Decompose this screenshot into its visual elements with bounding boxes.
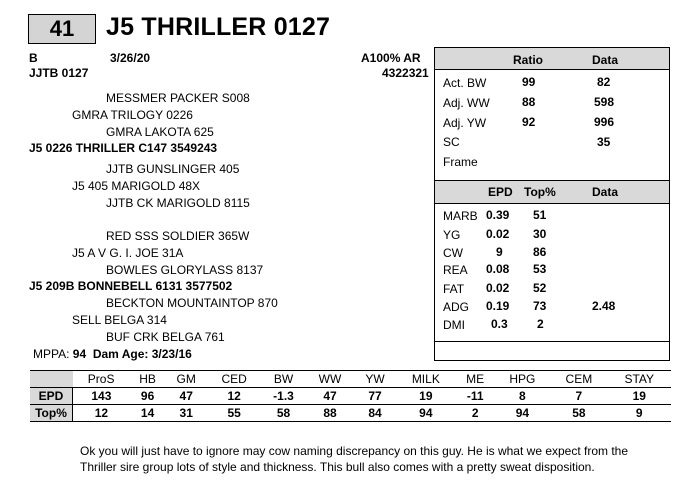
top-percent-value: 94 — [494, 405, 550, 422]
top-percent-value: 88 — [306, 405, 355, 422]
carcass-epd: 0.39 — [486, 208, 510, 222]
lot-number: 41 — [28, 14, 96, 44]
pedigree-sdd: JJTB CK MARIGOLD 8115 — [106, 196, 250, 210]
epd-value: 47 — [165, 388, 206, 405]
perf-ratio: 99 — [522, 75, 536, 89]
epd-column-header: YW — [354, 371, 395, 388]
pedigree-ddd: BUF CRK BELGA 761 — [106, 330, 225, 344]
dam-age-label: Dam Age: — [92, 347, 149, 361]
epd-value: 8 — [494, 388, 550, 405]
carcass-top: 2 — [537, 317, 544, 331]
epd-row — [30, 388, 671, 405]
carcass-label: MARB — [443, 209, 478, 223]
carcass-data: 2.48 — [592, 299, 616, 313]
top-percent-value: 55 — [207, 405, 261, 422]
top-percent-value: 2 — [456, 405, 495, 422]
carcass-top: 86 — [533, 245, 547, 259]
pedigree-sss: MESSMER PACKER S008 — [106, 91, 250, 105]
carcass-label: YG — [443, 228, 461, 242]
top-percent-value: 31 — [165, 405, 206, 422]
carcass-epd: 0.3 — [491, 317, 508, 331]
epd-table — [30, 370, 671, 422]
perf-data: 82 — [597, 75, 611, 89]
top-percent-value: 12 — [73, 405, 130, 422]
perf-data: 35 — [597, 135, 611, 149]
carcass-top: 30 — [533, 227, 547, 241]
carcass-epd: 0.08 — [486, 262, 510, 276]
pedigree-sd: J5 405 MARIGOLD 48X — [72, 179, 201, 193]
lot-comment: Ok you will just have to ignore may cow naming discrepancy on this guy. He is what we expect from the Thriller sire group lots of style and thickness. This bull also comes with a pretty sweat disposition. — [80, 444, 629, 474]
top-percent-value: 14 — [130, 405, 166, 422]
epd-value: 19 — [396, 388, 456, 405]
performance-box — [434, 47, 670, 361]
epd-value: 47 — [306, 388, 355, 405]
data-header: Data — [592, 53, 619, 67]
epd-value: 77 — [354, 388, 395, 405]
carcass-epd: 9 — [496, 245, 503, 259]
ratio-header: Ratio — [513, 53, 543, 67]
epd-column-header: BW — [261, 371, 305, 388]
carcass-label: DMI — [443, 318, 465, 332]
perf-ratio: 88 — [522, 95, 536, 109]
perf-label: Adj. YW — [443, 116, 487, 130]
pedigree-dam: J5 209B BONNEBELL 6131 3577502 — [29, 279, 233, 293]
divider — [434, 69, 670, 70]
epd-column-header: HB — [130, 371, 166, 388]
epd-column-header: HPG — [494, 371, 550, 388]
perf-data: 996 — [594, 115, 615, 129]
carcass-epd: 0.02 — [486, 227, 510, 241]
epd-value: 12 — [207, 388, 261, 405]
epd-value: 143 — [73, 388, 130, 405]
top-percent-value: 9 — [607, 405, 671, 422]
top-percent-value: 58 — [261, 405, 305, 422]
epd-value: 19 — [607, 388, 671, 405]
pedigree-dd: SELL BELGA 314 — [72, 313, 167, 327]
carcass-label: CW — [443, 246, 463, 260]
perf-label: SC — [443, 135, 460, 149]
top-percent-value: 84 — [354, 405, 395, 422]
carcass-top: 51 — [533, 208, 547, 222]
epd-column-header: CED — [207, 371, 261, 388]
carcass-label: ADG — [443, 300, 470, 314]
mppa-label: MPPA: — [33, 347, 70, 361]
epd-column-header: GM — [165, 371, 206, 388]
perf-ratio: 92 — [522, 115, 536, 129]
carcass-label: FAT — [443, 282, 465, 296]
top-percent-value: 94 — [396, 405, 456, 422]
tattoo: JJTB 0127 — [29, 66, 89, 80]
epd-column-header: ME — [456, 371, 495, 388]
pedigree-ssd: GMRA LAKOTA 625 — [106, 125, 214, 139]
pedigree-dss: RED SSS SOLDIER 365W — [106, 229, 250, 243]
animal-name: J5 THRILLER 0127 — [106, 13, 331, 41]
perf-label: Frame — [443, 155, 478, 169]
pedigree-ds: J5 A V G. I. JOE 31A — [72, 246, 184, 260]
pedigree-ss: GMRA TRILOGY 0226 — [72, 108, 193, 122]
divider — [434, 180, 670, 181]
carcass-label: REA — [443, 263, 468, 277]
top-percent-value: 58 — [550, 405, 607, 422]
pedigree-dsd: BOWLES GLORYLASS 8137 — [106, 263, 264, 277]
top-percent-row — [30, 405, 671, 422]
top-percent-row-label: Top% — [30, 405, 73, 422]
pedigree-dds: BECKTON MOUNTAINTOP 870 — [106, 296, 278, 310]
carcass-top: 53 — [533, 262, 547, 276]
perf-label: Act. BW — [443, 76, 487, 90]
divider — [434, 203, 670, 204]
carcass-top: 52 — [533, 281, 547, 295]
sex: B — [29, 51, 38, 65]
epd-value: 96 — [130, 388, 166, 405]
mppa-value: 94 — [72, 347, 87, 361]
pedigree-sire: J5 0226 THRILLER C147 3549243 — [29, 141, 218, 155]
epd-value: 7 — [550, 388, 607, 405]
carcass-epd: 0.02 — [486, 281, 510, 295]
epd-column-header: MILK — [396, 371, 456, 388]
epd-value: -1.3 — [261, 388, 305, 405]
epd-value: -11 — [456, 388, 495, 405]
perf-data: 598 — [594, 95, 615, 109]
epd-row-label: EPD — [30, 388, 73, 405]
divider — [434, 341, 670, 342]
carcass-top-header: Top% — [524, 185, 556, 199]
epd-table-header-row — [30, 371, 671, 388]
pedigree-sds: JJTB GUNSLINGER 405 — [106, 162, 240, 176]
epd-column-header: ProS — [73, 371, 130, 388]
breed: A100% AR — [361, 51, 421, 65]
epd-column-header: WW — [306, 371, 355, 388]
carcass-epd: 0.19 — [486, 299, 510, 313]
carcass-epd-header: EPD — [488, 185, 513, 199]
mppa — [33, 347, 192, 361]
epd-column-header: STAY — [607, 371, 671, 388]
corner-cell — [30, 371, 73, 388]
carcass-data-header: Data — [592, 185, 619, 199]
epd-column-header: CEM — [550, 371, 607, 388]
dam-age-value: 3/23/16 — [151, 347, 192, 361]
registration-number: 4322321 — [382, 66, 429, 80]
carcass-top: 73 — [533, 299, 547, 313]
perf-label: Adj. WW — [443, 96, 490, 110]
birth-date: 3/26/20 — [110, 51, 151, 65]
